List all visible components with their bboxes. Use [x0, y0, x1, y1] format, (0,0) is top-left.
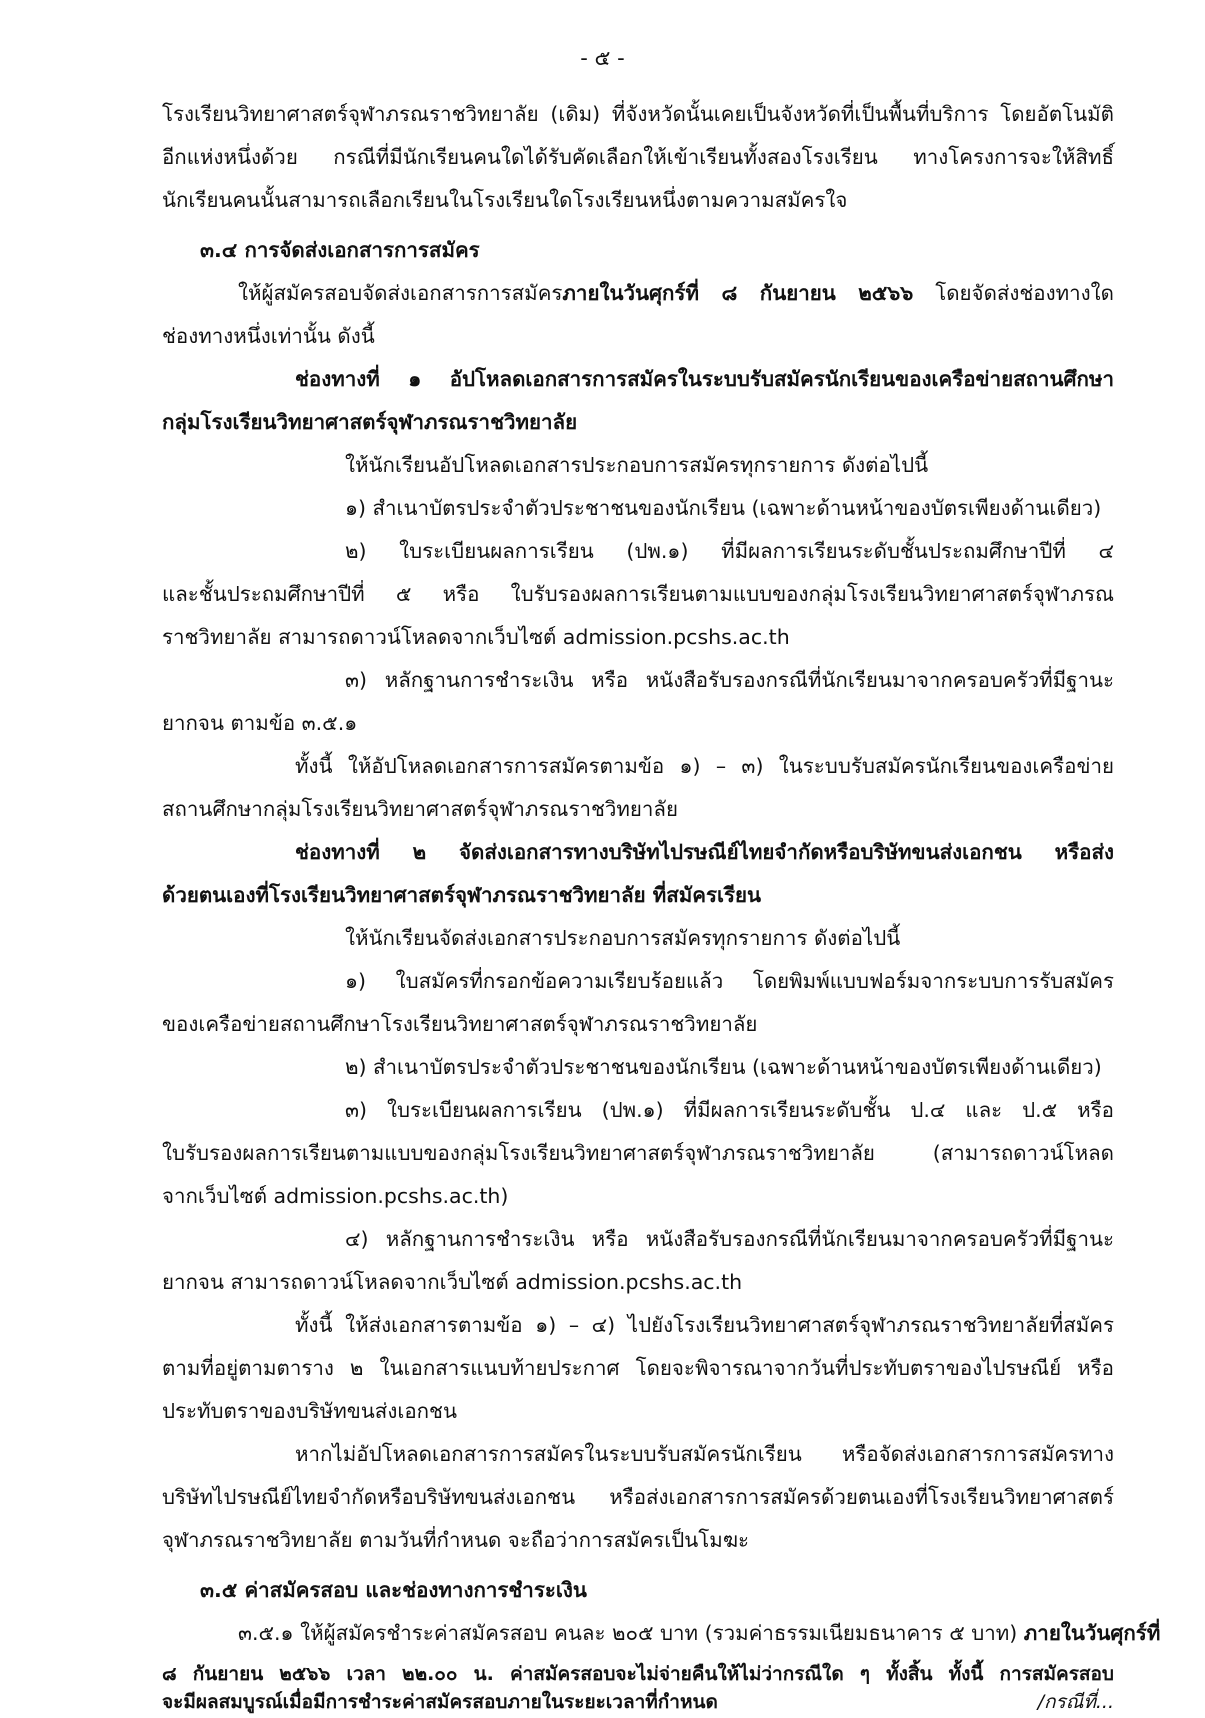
paragraph-text: ให้ผู้สมัครสอบจัดส่งเอกสารการสมัคร [238, 281, 563, 305]
paragraph-line [238, 271, 1114, 315]
channel-1-heading: ช่องทางที่ ๑ อัปโหลดเอกสารการสมัครในระบบรับสมัครนักเรียนของเครือข่ายสถานศึกษา [295, 367, 1114, 391]
list-item: ๓) ใบระเบียนผลการเรียน (ปพ.๑) ที่มีผลการเรียนระดับชั้น ป.๔ และ ป.๕ หรือ [345, 1098, 1114, 1122]
list-item-cont: ยากจน ตามข้อ ๓.๕.๑ [162, 711, 358, 735]
list-item-cont: และชั้นประถมศึกษาปีที่ ๕ หรือ ใบรับรองผลการเรียนตามแบบของกลุ่มโรงเรียนวิทยาศาสตร์จุฬาภรณ [162, 582, 1114, 606]
paragraph-text: โดยจัดส่งช่องทางใด [913, 281, 1114, 305]
paragraph-text: ๓.๕.๑ ให้ผู้สมัครชำระค่าสมัครสอบ คนละ ๒๐๕ บาท (รวมค่าธรรมเนียมธนาคาร ๕ บาท) [238, 1621, 1024, 1645]
list-item: ๔) หลักฐานการชำระเงิน หรือ หนังสือรับรองกรณีที่นักเรียนมาจากครอบครัวที่มีฐานะ [345, 1227, 1114, 1251]
list-intro: ให้นักเรียนอัปโหลดเอกสารประกอบการสมัครทุกรายการ ดังต่อไปนี้ [345, 453, 929, 477]
paragraph-line: หากไม่อัปโหลดเอกสารการสมัครในระบบรับสมัครนักเรียน หรือจัดส่งเอกสารการสมัครทาง [295, 1442, 1114, 1466]
list-item: ๓) หลักฐานการชำระเงิน หรือ หนังสือรับรองกรณีที่นักเรียนมาจากครอบครัวที่มีฐานะ [345, 668, 1114, 692]
list-item-cont: ราชวิทยาลัย สามารถดาวน์โหลดจากเว็บไซต์ admission.pcshs.ac.th [162, 625, 790, 649]
list-item: ๒) สำเนาบัตรประจำตัวประชาชนของนักเรียน (เฉพาะด้านหน้าของบัตรเพียงด้านเดียว) [345, 1055, 1102, 1079]
list-item-cont: ยากจน สามารถดาวน์โหลดจากเว็บไซต์ admission.pcshs.ac.th [162, 1270, 743, 1294]
channel-2-heading-cont: ด้วยตนเองที่โรงเรียนวิทยาศาสตร์จุฬาภรณราชวิทยาลัย ที่สมัครเรียน [162, 883, 762, 907]
paragraph-line [238, 1611, 1161, 1655]
list-item: ๒) ใบระเบียนผลการเรียน (ปพ.๑) ที่มีผลการเรียนระดับชั้นประถมศึกษาปีที่ ๔ [345, 539, 1114, 563]
paragraph-line: นักเรียนคนนั้นสามารถเลือกเรียนในโรงเรียนใดโรงเรียนหนึ่งตามความสมัครใจ [162, 188, 848, 212]
list-intro: ให้นักเรียนจัดส่งเอกสารประกอบการสมัครทุกรายการ ดังต่อไปนี้ [345, 926, 901, 950]
continuation-marker: /กรณีที่... [1037, 1691, 1114, 1713]
paragraph-line: อีกแห่งหนึ่งด้วย กรณีที่มีนักเรียนคนใดได้รับคัดเลือกให้เข้าเรียนทั้งสองโรงเรียน ทางโครงการจะให้สิทธิ์ [162, 145, 1114, 169]
section-heading-3-4: ๓.๔ การจัดส่งเอกสารการสมัคร [200, 238, 480, 262]
channel-2-heading: ช่องทางที่ ๒ จัดส่งเอกสารทางบริษัทไปรษณีย์ไทยจำกัดหรือบริษัทขนส่งเอกชน หรือส่ง [295, 840, 1114, 864]
section-heading-3-5: ๓.๕ ค่าสมัครสอบ และช่องทางการชำระเงิน [200, 1578, 587, 1602]
paragraph-line: ช่องทางหนึ่งเท่านั้น ดังนี้ [162, 324, 375, 348]
deadline-text: ภายในวันศุกร์ที่ ๘ กันยายน ๒๕๖๖ [562, 281, 914, 305]
page-number: - ๕ - [580, 46, 625, 70]
list-item-cont: ใบรับรองผลการเรียนตามแบบของกลุ่มโรงเรียนวิทยาศาสตร์จุฬาภรณราชวิทยาลัย (สามารถดาวน์โหลด [162, 1141, 1114, 1165]
paragraph-line: โรงเรียนวิทยาศาสตร์จุฬาภรณราชวิทยาลัย (เดิม) ที่จังหวัดนั้นเคยเป็นจังหวัดที่เป็นพื้นที่บริการ โดยอัตโนมัติ [162, 102, 1114, 126]
paragraph-line: จุฬาภรณราชวิทยาลัย ตามวันที่กำหนด จะถือว่าการสมัครเป็นโมฆะ [162, 1528, 750, 1552]
list-item: ๑) ใบสมัครที่กรอกข้อความเรียบร้อยแล้ว โดยพิมพ์แบบฟอร์มจากระบบการรับสมัคร [345, 969, 1114, 993]
paragraph-line: ๘ กันยายน ๒๕๖๖ เวลา ๒๒.๐๐ น. ค่าสมัครสอบจะไม่จ่ายคืนให้ไม่ว่ากรณีใด ๆ ทั้งสิ้น ทั้งนี้ การสมัครสอบ [162, 1663, 1114, 1685]
paragraph-line: ตามที่อยู่ตามตาราง ๒ ในเอกสารแนบท้ายประกาศ โดยจะพิจารณาจากวันที่ประทับตราของไปรษณีย์ หรือ [162, 1356, 1114, 1380]
paragraph-line: ทั้งนี้ ให้ส่งเอกสารตามข้อ ๑) – ๔) ไปยังโรงเรียนวิทยาศาสตร์จุฬาภรณราชวิทยาลัยที่สมัคร [295, 1313, 1114, 1337]
paragraph-line: ทั้งนี้ ให้อัปโหลดเอกสารการสมัครตามข้อ ๑) – ๓) ในระบบรับสมัครนักเรียนของเครือข่าย [295, 754, 1114, 778]
list-item-cont: ของเครือข่ายสถานศึกษาโรงเรียนวิทยาศาสตร์จุฬาภรณราชวิทยาลัย [162, 1012, 758, 1036]
paragraph-line: บริษัทไปรษณีย์ไทยจำกัดหรือบริษัทขนส่งเอกชน หรือส่งเอกสารการสมัครด้วยตนเองที่โรงเรียนวิทยาศาสตร์ [162, 1485, 1114, 1509]
channel-1-heading-cont: กลุ่มโรงเรียนวิทยาศาสตร์จุฬาภรณราชวิทยาลัย [162, 410, 578, 434]
paragraph-line: สถานศึกษากลุ่มโรงเรียนวิทยาศาสตร์จุฬาภรณราชวิทยาลัย [162, 797, 679, 821]
list-item: ๑) สำเนาบัตรประจำตัวประชาชนของนักเรียน (เฉพาะด้านหน้าของบัตรเพียงด้านเดียว) [345, 496, 1102, 520]
deadline-text: ภายในวันศุกร์ที่ [1023, 1621, 1161, 1645]
list-item-cont: จากเว็บไซต์ admission.pcshs.ac.th) [162, 1184, 509, 1208]
paragraph-line: จะมีผลสมบูรณ์เมื่อมีการชำระค่าสมัครสอบภายในระยะเวลาที่กำหนด [162, 1691, 718, 1713]
paragraph-line: ประทับตราของบริษัทขนส่งเอกชน [162, 1399, 457, 1423]
